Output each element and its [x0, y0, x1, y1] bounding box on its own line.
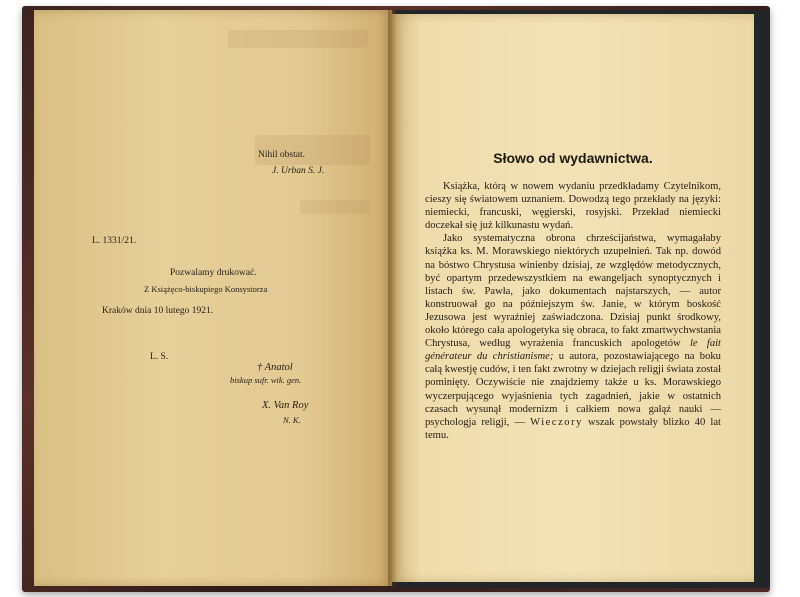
- paragraph-2-continued: u autora, pozostawiającego na boku całą kwestję cudów, i ten fakt zwrotny w dziejach religji świata został pominięty. Oczywiście nie znajdziemy także u ks. Morawskiego wyczerpującego wyjaśnienia tych zagadnień, jakie w ostatnich czasach wysunął modernizm i całkiem nowa gałąź nauki — psychologja religji, —: [425, 351, 721, 428]
- book-gutter: [388, 10, 396, 586]
- paragraph-2-end: wszak powstały blizko 40 lat temu.: [425, 416, 721, 441]
- bleed-through-mark: [228, 30, 368, 48]
- notary-name: X. Van Roy: [262, 400, 309, 411]
- approval-name: J. Urban S. J.: [272, 166, 325, 176]
- paragraph-2-text: Jako systematyczna obrona chrześcijaństwa, wymagałaby książka ks. M. Morawskiego niektórych uzupełnień. Tak np. dowód na bóstwo Chrystusa winienby dzisiaj, ze względów metodycznych, być opartym przedewszystkiem na ewangeljach synoptycznych i listach św. Pawła, jako dokumentach najstarszych, — autor konstruował go na późniejszym św. Janie, w którym boskość Jezusowa jest wyraźniej zaświadczona. Dzisiaj punkt środkowy, około którego cała apologetyka się obraca, to fakt zmartwychwstania Chrystusa, według wyrażenia francuskich apologetów: [425, 233, 721, 350]
- bishop-title: biskup sufr. wik. gen.: [230, 375, 302, 385]
- page-title: Słowo od wydawnictwa.: [493, 150, 653, 166]
- permission-text: Pozwalamy drukować.: [170, 268, 257, 278]
- bleed-through-mark: [300, 200, 370, 214]
- preface-body: [425, 180, 721, 442]
- bishop-name: † Anatol: [257, 362, 293, 373]
- seal-mark: L. S.: [150, 352, 169, 362]
- left-page: [34, 10, 392, 586]
- paragraph-2: [425, 232, 721, 442]
- permission-source: Z Książęco-biskupiego Konsystorza: [144, 284, 268, 294]
- approval-label: Nihil obstat.: [258, 150, 305, 160]
- paragraph-2-spaced-title: Wieczory: [530, 416, 583, 428]
- reference-number: L. 1331/21.: [92, 236, 137, 246]
- notary-title: N. K.: [283, 415, 301, 425]
- place-date: Kraków dnia 10 lutego 1921.: [102, 306, 214, 316]
- paragraph-1: Książka, którą w nowem wydaniu przedkładamy Czytelnikom, cieszy się światowem uznaniem. Dowodzą tego przekłady na języki: niemiecki, francuski, węgierski, rosyjski. Przekład niemiecki doczekał się już kilkunastu wydań.: [425, 181, 721, 232]
- paragraph-2-italic: le fait générateur du christianisme;: [425, 338, 721, 363]
